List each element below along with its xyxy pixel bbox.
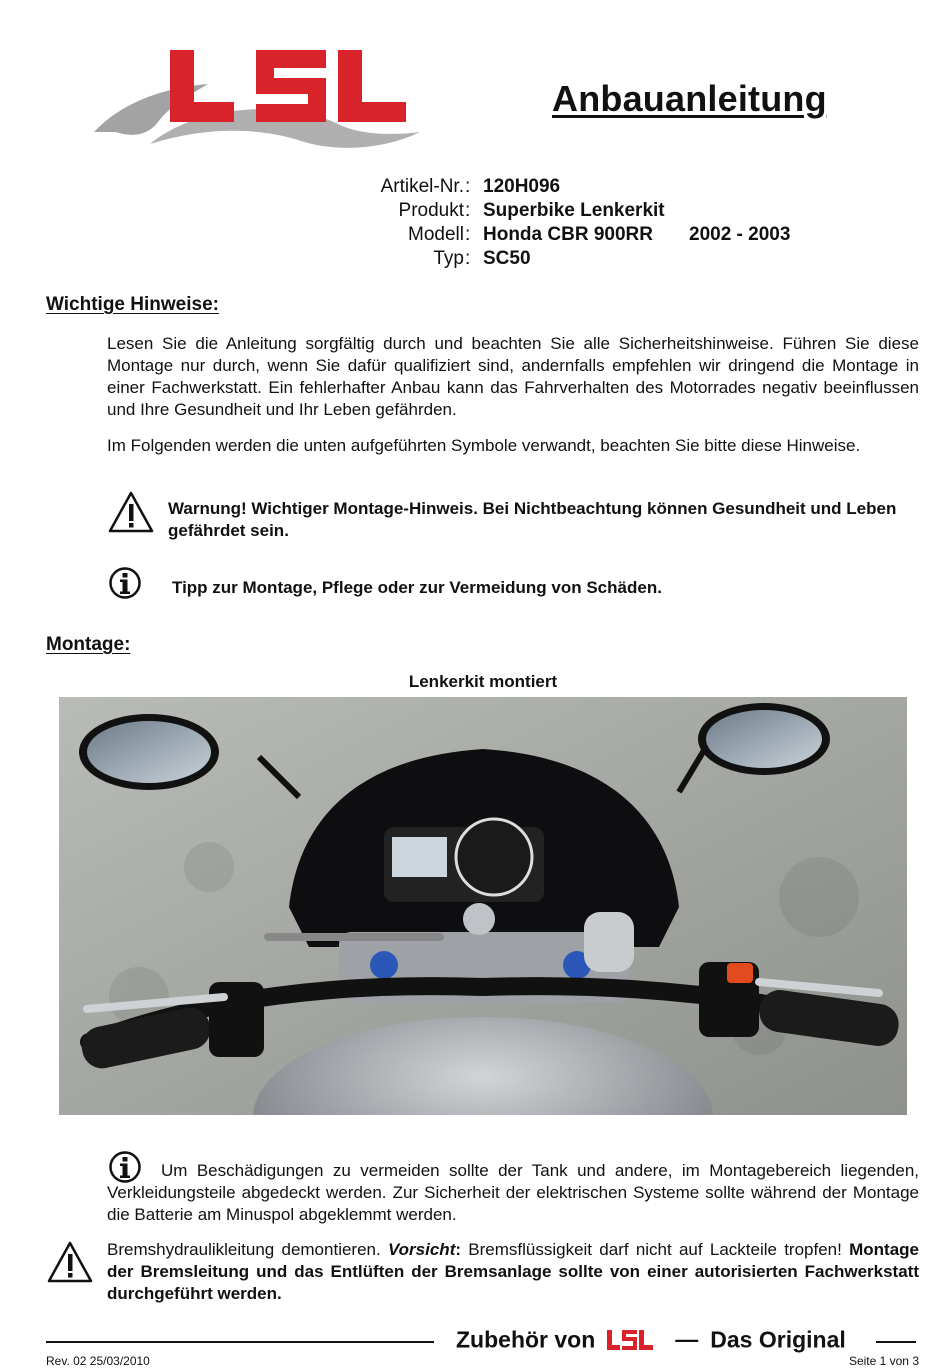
revision-text: Rev. 02 25/03/2010: [46, 1354, 150, 1368]
info-label: Artikel-Nr.: [380, 176, 464, 197]
info-label: Typ: [433, 248, 464, 269]
info-label: Modell: [408, 224, 464, 245]
info-row-typ: [240, 248, 860, 272]
intro-paragraph: Lesen Sie die Anleitung sorgfältig durch und beachten Sie alle Sicherheitshinweise. Führen Sie diese Montage nur durch, wenn Sie dafür qualifiziert sind, andernfalls empfehlen wir dringend die Montage in einer Fachwerkstatt. Ein fehlerhafter Anbau kann das Fahrverhalten des Motorrades negativ beeinflussen und Ihre Gesundheit und Ihr Leben gefährden.: [107, 334, 919, 419]
warning-text-bold: Montage der Bremsleitung und das Entlüften der Bremsanlage sollte von einer autorisierten Fachwerkstatt durchgeführt werden.: [107, 1240, 919, 1303]
warning-icon: [107, 490, 155, 534]
info-extra-years: 2002 - 2003: [689, 224, 791, 245]
footer-tagline: [456, 1325, 846, 1353]
page-number: Seite 1 von 3: [848, 1354, 919, 1368]
info-value: 120H096: [483, 176, 561, 197]
footer-line-left: [46, 1341, 434, 1343]
footer-dash: —: [675, 1326, 699, 1353]
lsl-logo: [605, 1329, 655, 1351]
info-row-artikel: [240, 176, 860, 200]
symbols-paragraph: Im Folgenden werden die unten aufgeführten Symbole verwandt, beachten Sie bitte diese Hinweise.: [107, 436, 861, 455]
footer-original: Das Original: [710, 1326, 846, 1353]
photo-caption: Lenkerkit montiert: [408, 672, 558, 691]
vorsicht-label: Vorsicht: [387, 1240, 456, 1259]
info-colon: :: [465, 200, 471, 221]
info-value: Honda CBR 900RR: [483, 224, 653, 245]
warning-text-part1: Bremshydraulikleitung demontieren.: [107, 1240, 388, 1259]
tip-legend-text: Tipp zur Montage, Pflege oder zur Vermeidung von Schäden.: [172, 578, 662, 597]
info-colon: :: [465, 176, 471, 197]
motorcycle-handlebar-photo: [59, 697, 907, 1115]
vorsicht-colon: :: [455, 1240, 462, 1259]
footer-line-right: [876, 1341, 916, 1343]
info-label: Produkt: [398, 200, 464, 221]
info-value: SC50: [483, 248, 531, 269]
info-icon: [108, 566, 142, 600]
page-title: Anbauanleitung: [552, 78, 827, 119]
info-colon: :: [465, 224, 471, 245]
tip-paragraph: Um Beschädigungen zu vermeiden sollte der Tank und andere, im Montagebereich liegenden, Verkleidungsteile abgedeckt werden. Zur Sicherheit der elektrischen Systeme sollte während der Montage die Batterie am Minuspol abgeklemmt werden.: [107, 1161, 919, 1224]
info-colon: :: [465, 248, 471, 269]
warning-icon: [46, 1240, 94, 1284]
section-heading-hinweise: Wichtige Hinweise:: [46, 294, 219, 315]
info-value: Superbike Lenkerkit: [483, 200, 665, 221]
warning-paragraph: [107, 1239, 919, 1305]
warning-legend-text: Warnung! Wichtiger Montage-Hinweis. Bei Nichtbeachtung können Gesundheit und Leben gefährdet sein.: [168, 499, 897, 540]
warning-text-part2: Bremsflüssigkeit darf nicht auf Lackteile tropfen!: [461, 1240, 850, 1259]
info-row-produkt: [240, 200, 860, 224]
footer-zubehoer: Zubehör von: [456, 1326, 596, 1353]
lsl-logo: [88, 44, 428, 156]
info-row-modell: [240, 224, 860, 248]
section-heading-montage: Montage:: [46, 634, 131, 655]
